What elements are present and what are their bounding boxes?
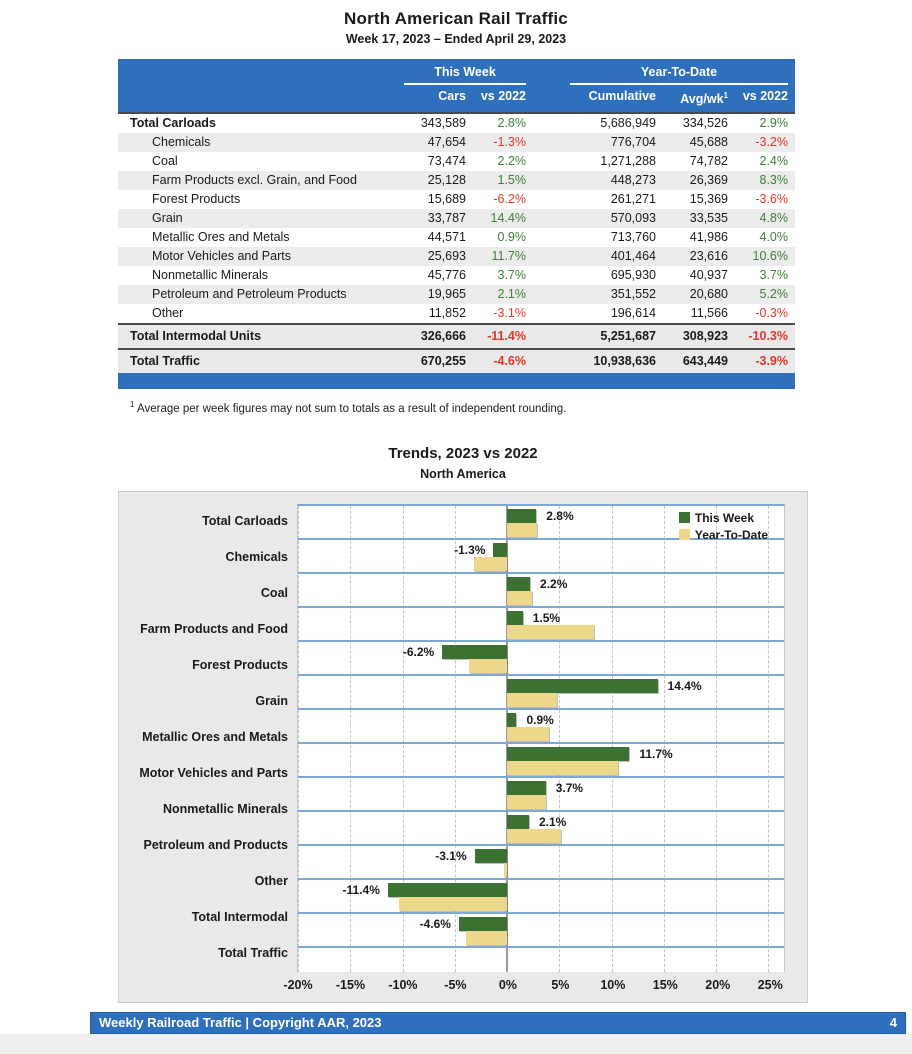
page-subtitle: Week 17, 2023 – Ended April 29, 2023 — [345, 32, 567, 46]
bar-value-label: 11.7% — [639, 746, 673, 761]
cell-cumulative: 261,271 — [610, 192, 656, 207]
cell-avg-wk: 45,688 — [689, 135, 728, 150]
bar-year-to-date — [507, 625, 594, 639]
cell-avg-wk: 40,937 — [689, 268, 728, 283]
cell-vs2022-ytd: 3.7% — [759, 268, 788, 283]
bar-year-to-date — [399, 897, 507, 911]
bar-this-week — [507, 611, 523, 625]
cell-vs2022-ytd: 2.9% — [759, 116, 788, 131]
bar-year-to-date — [507, 693, 557, 707]
cell-vs2022-week: -4.6% — [493, 354, 526, 369]
cell-cumulative: 713,760 — [610, 230, 656, 245]
cell-cars: 25,693 — [427, 249, 466, 264]
chart-row — [298, 608, 784, 642]
cell-vs2022-week: 3.7% — [497, 268, 526, 283]
cell-vs2022-ytd: -10.3% — [748, 329, 788, 344]
table-row — [118, 114, 795, 133]
table-row — [118, 285, 795, 304]
row-label: Nonmetallic Minerals — [152, 268, 269, 283]
page-title: North American Rail Traffic — [344, 9, 568, 28]
cell-cars: 47,654 — [427, 135, 466, 150]
legend-label-this-week: This Week — [694, 510, 754, 525]
cell-cars: 73,474 — [427, 154, 466, 169]
row-label: Total Intermodal Units — [130, 329, 262, 344]
cell-vs2022-ytd: 4.8% — [759, 211, 788, 226]
bar-this-week — [493, 543, 507, 557]
cell-vs2022-week: -1.3% — [493, 135, 526, 150]
cell-cars: 670,255 — [420, 354, 466, 369]
table-group-this-week: This Week — [404, 62, 526, 85]
table-row — [118, 209, 795, 228]
cell-vs2022-week: 14.4% — [490, 211, 526, 226]
cell-cumulative: 695,930 — [610, 268, 656, 283]
footnote-sup: 1 — [130, 400, 135, 410]
bar-value-label: 1.5% — [532, 610, 561, 625]
cell-cars: 45,776 — [427, 268, 466, 283]
cell-avg-wk: 26,369 — [689, 173, 728, 188]
cell-vs2022-ytd: 10.6% — [752, 249, 788, 264]
cell-vs2022-ytd: -3.2% — [755, 135, 788, 150]
cell-cumulative: 196,614 — [610, 306, 656, 321]
footer-text: Weekly Railroad Traffic | Copyright AAR, 2023 — [99, 1015, 382, 1031]
chart-subtitle: North America — [420, 466, 506, 481]
cell-avg-wk: 33,535 — [689, 211, 728, 226]
row-label: Chemicals — [152, 135, 211, 150]
chart-row — [298, 710, 784, 744]
bar-year-to-date — [507, 761, 618, 775]
chart-category-label: Other — [254, 874, 288, 889]
axis-tick-label: 15% — [652, 977, 678, 992]
chart-row — [298, 642, 784, 676]
chart-row — [298, 574, 784, 608]
cell-vs2022-week: -3.1% — [493, 306, 526, 321]
legend-label-ytd: Year-To-Date — [694, 527, 768, 542]
bar-year-to-date — [474, 557, 507, 571]
bar-year-to-date — [507, 591, 532, 605]
cell-avg-wk: 11,566 — [690, 306, 728, 321]
cell-cumulative: 570,093 — [610, 211, 656, 226]
bar-value-label: 2.8% — [546, 508, 574, 523]
chart-legend — [679, 511, 768, 545]
table-bottom-band — [118, 373, 795, 389]
chart-row — [298, 812, 784, 846]
cell-cars: 25,128 — [427, 173, 466, 188]
chart-category-label: Motor Vehicles and Parts — [139, 766, 288, 781]
cell-cars: 343,589 — [420, 116, 466, 131]
bar-value-label: 14.4% — [667, 678, 702, 693]
bar-year-to-date — [469, 659, 507, 673]
table-row — [118, 190, 795, 209]
chart-row — [298, 676, 784, 710]
bar-this-week — [507, 713, 516, 727]
chart-category-label: Total Traffic — [218, 946, 288, 961]
cell-cumulative: 776,704 — [610, 135, 656, 150]
bar-this-week — [507, 815, 529, 829]
cell-vs2022-week: 2.1% — [497, 287, 526, 302]
bar-value-label: -4.6% — [419, 916, 451, 931]
bar-this-week — [507, 747, 629, 761]
cell-vs2022-ytd: 2.4% — [759, 154, 788, 169]
cell-vs2022-week: -6.2% — [493, 192, 526, 207]
row-label: Metallic Ores and Metals — [152, 230, 290, 245]
col-header-cars: Cars — [438, 89, 466, 103]
footnote — [130, 400, 912, 415]
cell-vs2022-ytd: 4.0% — [759, 230, 788, 245]
axis-tick-label: 10% — [600, 977, 626, 992]
legend-item-ytd — [679, 528, 768, 542]
cell-avg-wk: 41,986 — [689, 230, 728, 245]
cell-vs2022-week: 2.8% — [497, 116, 526, 131]
row-label: Total Carloads — [130, 116, 216, 131]
cell-vs2022-ytd: 5.2% — [759, 287, 788, 302]
chart-category-label: Farm Products and Food — [140, 622, 288, 637]
bar-year-to-date — [504, 863, 507, 877]
cell-cumulative: 1,271,288 — [600, 154, 656, 169]
col-header-avg-wk: Avg/$wk^1$ — [680, 91, 728, 107]
cell-vs2022-week: 0.9% — [497, 230, 526, 245]
cell-vs2022-ytd: -3.9% — [755, 354, 788, 369]
chart-category-labels — [119, 504, 297, 972]
chart-row — [298, 846, 784, 880]
cell-cars: 19,965 — [427, 287, 466, 302]
axis-tick-label: 25% — [757, 977, 783, 992]
chart-category-label: Petroleum and Products — [143, 838, 288, 853]
table-row — [118, 304, 795, 323]
page-number: 4 — [889, 1015, 897, 1031]
bottom-strip — [0, 1034, 912, 1054]
bar-year-to-date — [466, 931, 507, 945]
legend-item-this-week — [679, 511, 768, 525]
row-label: Total Traffic — [130, 354, 200, 369]
cell-avg-wk: 20,680 — [689, 287, 728, 302]
cell-avg-wk: 334,526 — [682, 116, 728, 131]
legend-swatch-ytd — [679, 529, 690, 540]
col-header-cumulative: Cumulative — [588, 89, 656, 103]
table-row — [118, 348, 795, 373]
chart-category-label: Chemicals — [225, 550, 288, 565]
cell-vs2022-week: -11.4% — [487, 329, 526, 344]
table-row — [118, 152, 795, 171]
table-row — [118, 266, 795, 285]
table-row — [118, 133, 795, 152]
axis-tick-label: -15% — [335, 977, 366, 992]
cell-vs2022-week: 2.2% — [497, 154, 526, 169]
chart-category-label: Forest Products — [192, 658, 288, 673]
cell-avg-wk: 74,782 — [689, 154, 728, 169]
cell-cars: 326,666 — [420, 329, 466, 344]
chart-row — [298, 778, 784, 812]
cell-cumulative: 351,552 — [610, 287, 656, 302]
bar-this-week — [388, 883, 507, 897]
axis-tick-label: -20% — [283, 977, 313, 992]
table-header — [118, 59, 795, 112]
bar-year-to-date — [507, 795, 546, 809]
cell-cumulative: 10,938,636 — [593, 354, 656, 369]
cell-avg-wk: 643,449 — [682, 354, 728, 369]
chart-category-label: Total Carloads — [202, 514, 288, 529]
chart-plot-area — [297, 504, 785, 972]
chart-row — [298, 744, 784, 778]
chart-category-label: Coal — [260, 586, 288, 601]
row-label: Grain — [152, 211, 183, 226]
trends-chart — [118, 491, 808, 1003]
chart-x-axis — [283, 972, 786, 996]
row-label: Coal — [152, 154, 178, 169]
axis-tick-label: -5% — [444, 977, 467, 992]
bar-value-label: -3.1% — [435, 848, 467, 863]
row-label: Motor Vehicles and Parts — [152, 249, 291, 264]
traffic-table — [118, 59, 795, 389]
bar-value-label: -11.4% — [342, 882, 380, 897]
axis-tick-label: -10% — [388, 977, 418, 992]
cell-cumulative: 5,251,687 — [600, 329, 656, 344]
table-row — [118, 228, 795, 247]
table-header-spacer — [118, 59, 388, 85]
row-label: Forest Products — [152, 192, 241, 207]
legend-swatch-this-week — [679, 512, 690, 523]
cell-cumulative: 5,686,949 — [600, 116, 656, 131]
table-body — [118, 112, 795, 373]
cell-avg-wk: 15,369 — [689, 192, 728, 207]
bar-this-week — [507, 509, 536, 523]
cell-cars: 15,689 — [427, 192, 466, 207]
footnote-text: Average per week figures may not sum to totals as a result of independent rounding. — [137, 402, 567, 415]
cell-cumulative: 448,273 — [610, 173, 656, 188]
bar-this-week — [475, 849, 507, 863]
chart-row — [298, 914, 784, 948]
col-header-vs2022-ytd: vs 2022 — [742, 89, 788, 103]
cell-avg-wk: 23,616 — [689, 249, 728, 264]
axis-tick-label: 5% — [551, 977, 570, 992]
bar-value-label: 2.1% — [538, 814, 567, 829]
cell-cars: 44,571 — [427, 230, 466, 245]
cell-vs2022-week: 1.5% — [497, 173, 526, 188]
chart-category-label: Total Intermodal — [191, 910, 288, 925]
footer-bar — [90, 1012, 906, 1034]
chart-category-label: Metallic Ores and Metals — [142, 730, 288, 745]
chart-category-label: Grain — [255, 694, 288, 709]
table-row — [118, 247, 795, 266]
row-label: Farm Products excl. Grain, and Food — [152, 173, 357, 188]
bar-value-label: 3.7% — [555, 780, 584, 795]
bar-year-to-date — [507, 829, 561, 843]
chart-titles — [118, 445, 808, 481]
bar-this-week — [507, 781, 546, 795]
table-group-year-to-date: Year-To-Date — [570, 62, 788, 85]
bar-value-label: -6.2% — [402, 644, 435, 659]
bar-value-label: 0.9% — [526, 712, 554, 727]
cell-cars: 11,852 — [428, 306, 466, 321]
bar-this-week — [459, 917, 507, 931]
row-label: Other — [152, 306, 184, 321]
bar-value-label: -1.3% — [454, 542, 486, 557]
cell-cumulative: 401,464 — [610, 249, 656, 264]
table-row — [118, 323, 795, 348]
bar-this-week — [507, 679, 658, 693]
bar-value-label: 2.2% — [540, 576, 568, 591]
bar-year-to-date — [507, 727, 549, 741]
chart-category-label: Nonmetallic Minerals — [162, 802, 288, 817]
table-row — [118, 171, 795, 190]
bar-this-week — [507, 577, 530, 591]
cell-vs2022-ytd: 8.3% — [759, 173, 788, 188]
cell-vs2022-week: 11.7% — [491, 249, 526, 264]
bar-year-to-date — [507, 523, 537, 537]
cell-cars: 33,787 — [427, 211, 466, 226]
chart-row — [298, 540, 784, 574]
chart-title: Trends, 2023 vs 2022 — [388, 444, 538, 462]
cell-vs2022-ytd: -0.3% — [755, 306, 788, 321]
bar-this-week — [442, 645, 507, 659]
col-header-vs2022-week: vs 2022 — [480, 89, 526, 103]
cell-avg-wk: 308,923 — [682, 329, 728, 344]
row-label: Petroleum and Petroleum Products — [152, 287, 347, 302]
chart-row — [298, 880, 784, 914]
cell-vs2022-ytd: -3.6% — [755, 192, 788, 207]
axis-tick-label: 20% — [705, 977, 731, 992]
axis-tick-label: 0% — [498, 977, 517, 992]
